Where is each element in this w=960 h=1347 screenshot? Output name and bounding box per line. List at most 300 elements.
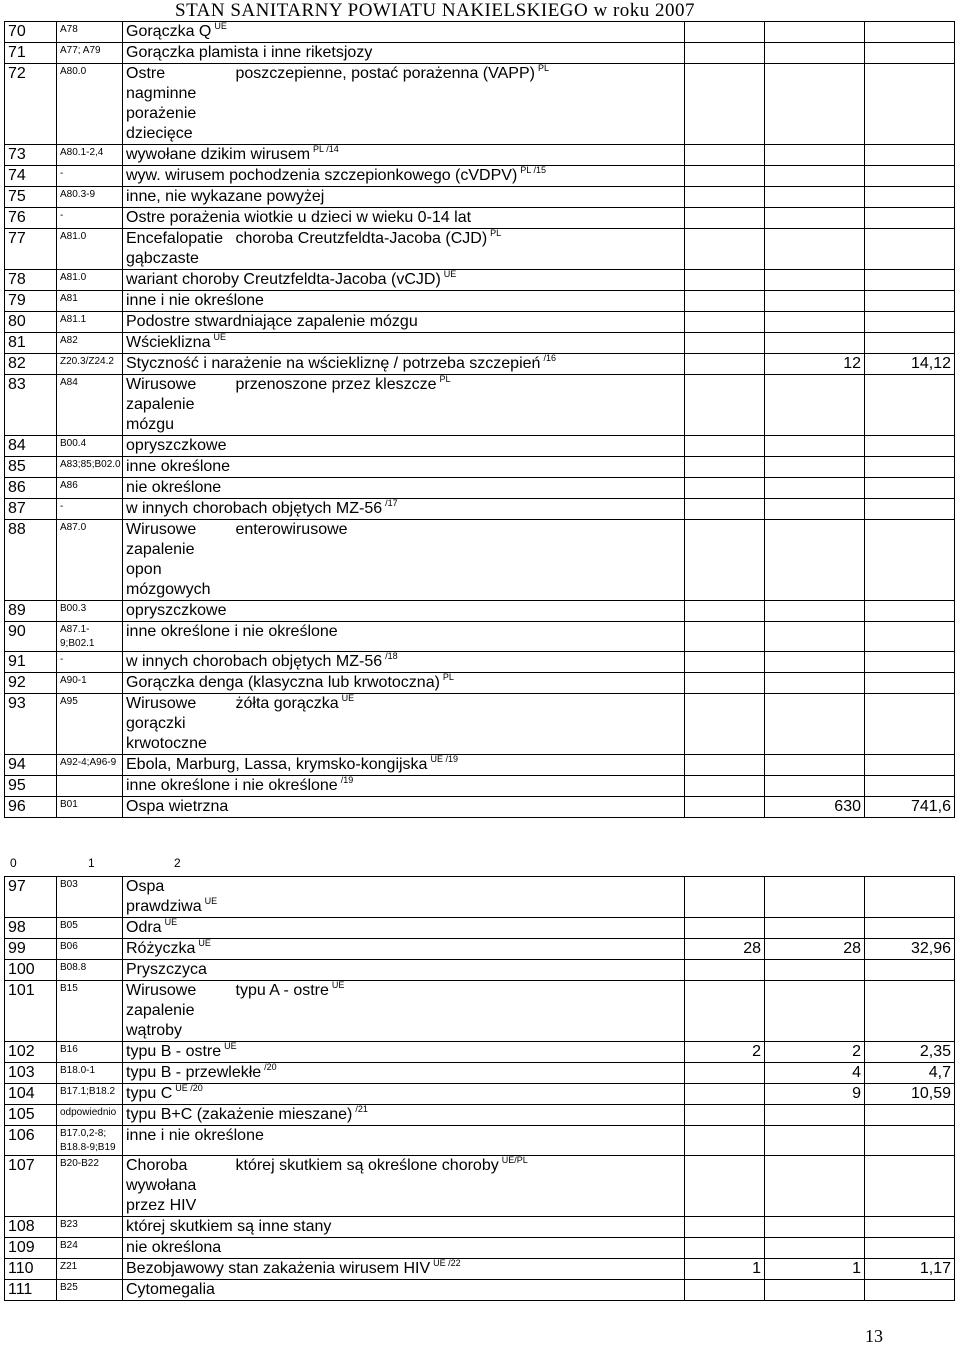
value-col-2: 2,35: [865, 1042, 955, 1063]
value-col-0: [685, 673, 765, 694]
table-row: [5, 1105, 955, 1126]
value-col-0: [685, 755, 765, 776]
icd-code: B03: [57, 877, 123, 918]
row-number: 111: [5, 1280, 57, 1301]
disease-description: [233, 1156, 685, 1217]
column-number: 1: [88, 856, 95, 870]
icd-code: A78: [57, 22, 123, 43]
icd-code: A82: [57, 333, 123, 354]
disease-description: [233, 877, 685, 918]
table-row: [5, 22, 955, 43]
value-col-2: [865, 478, 955, 499]
category-text: Wirusowe zapalenie mózgu: [126, 376, 197, 433]
value-col-2: [865, 960, 955, 981]
value-col-1: [765, 375, 865, 436]
table-row: [5, 694, 955, 755]
disease-description: [233, 64, 685, 145]
table-row: [5, 457, 955, 478]
table-row: [5, 797, 955, 818]
table-row: [5, 652, 955, 673]
disease-description: [123, 1217, 685, 1238]
cell-text: inne określone i nie określone: [126, 777, 338, 794]
footnote-mark: UE: [341, 693, 355, 703]
category-cell: [123, 64, 233, 145]
value-col-1: 1: [765, 1259, 865, 1280]
value-col-1: [765, 776, 865, 797]
cell-text: Podostre stwardniające zapalenie mózgu: [126, 313, 418, 330]
value-col-0: [685, 229, 765, 270]
value-col-1: [765, 1280, 865, 1301]
value-col-0: [685, 652, 765, 673]
icd-code: B18.0-1: [57, 1063, 123, 1084]
value-col-2: [865, 166, 955, 187]
cell-text: typu B - przewlekłe: [126, 1064, 262, 1081]
icd-code: -: [57, 652, 123, 673]
value-col-0: [685, 166, 765, 187]
table-row: [5, 939, 955, 960]
footnote-mark: PL: [490, 228, 502, 238]
icd-code: B17.0,2-8; B18.8-9;B19: [57, 1126, 123, 1156]
cell-text: w innych chorobach objętych MZ-56: [126, 653, 383, 670]
cell-text: enterowirusowe: [235, 521, 348, 538]
disease-description: [123, 478, 685, 499]
table-row: [5, 877, 955, 918]
footnote-mark: UE: [164, 917, 178, 927]
disease-description: [123, 208, 685, 229]
icd-code: A90-1: [57, 673, 123, 694]
icd-code: B24: [57, 1238, 123, 1259]
row-number: 108: [5, 1217, 57, 1238]
icd-code: B00.4: [57, 436, 123, 457]
value-col-0: [685, 43, 765, 64]
row-number: 97: [5, 877, 57, 918]
value-col-1: 2: [765, 1042, 865, 1063]
icd-code: Z20.3/Z24.2: [57, 354, 123, 375]
row-number: 107: [5, 1156, 57, 1217]
cell-text: Ospa wietrzna: [126, 798, 229, 815]
value-col-1: [765, 981, 865, 1042]
table-row: [5, 291, 955, 312]
row-number: 73: [5, 145, 57, 166]
disease-description: [123, 755, 685, 776]
table-row: [5, 1156, 955, 1217]
row-number: 90: [5, 622, 57, 652]
table-row: [5, 312, 955, 333]
icd-code: A80.3-9: [57, 187, 123, 208]
value-col-0: 1: [685, 1259, 765, 1280]
disease-description: [123, 43, 685, 64]
row-number: 81: [5, 333, 57, 354]
footnote-mark: PL /14: [313, 144, 339, 154]
icd-code: A81.0: [57, 229, 123, 270]
value-col-2: [865, 22, 955, 43]
row-number: 83: [5, 375, 57, 436]
icd-code: A92-4;A96-9: [57, 755, 123, 776]
value-col-1: [765, 229, 865, 270]
footnote-mark: UE: [198, 938, 211, 948]
value-col-2: [865, 520, 955, 601]
cell-text: typu A - ostre: [235, 982, 329, 999]
disease-description: [123, 673, 685, 694]
value-col-2: [865, 877, 955, 918]
row-number: 79: [5, 291, 57, 312]
table-row: [5, 1238, 955, 1259]
cell-text: nie określone: [126, 479, 222, 496]
disease-description: [123, 1063, 685, 1084]
icd-code: A77; A79: [57, 43, 123, 64]
value-col-1: [765, 270, 865, 291]
icd-code: odpowiednio: [57, 1105, 123, 1126]
icd-code: [57, 776, 123, 797]
value-col-2: [865, 1280, 955, 1301]
cell-text: Gorączka Q: [126, 23, 212, 40]
table-row: [5, 673, 955, 694]
disease-description: [123, 187, 685, 208]
row-number: 102: [5, 1042, 57, 1063]
table-row: [5, 918, 955, 939]
disease-description: [123, 939, 685, 960]
value-col-2: [865, 145, 955, 166]
cell-text: której skutkiem są określone choroby: [235, 1157, 499, 1174]
value-col-0: [685, 145, 765, 166]
value-col-1: [765, 436, 865, 457]
table-row: [5, 1063, 955, 1084]
icd-code: Z21: [57, 1259, 123, 1280]
disease-description: [123, 1105, 685, 1126]
cell-text: Pryszczyca: [126, 961, 207, 978]
value-col-2: [865, 312, 955, 333]
row-number: 94: [5, 755, 57, 776]
category-text: Encefalopatie gąbczaste: [126, 230, 223, 267]
table-row: [5, 1084, 955, 1105]
table-row: [5, 981, 955, 1042]
value-col-1: [765, 312, 865, 333]
cell-text: inne, nie wykazane powyżej: [126, 188, 325, 205]
disease-description: [123, 499, 685, 520]
category-text: Choroba wywołana przez HIV: [126, 1157, 197, 1214]
value-col-0: [685, 457, 765, 478]
value-col-0: [685, 436, 765, 457]
disease-description: [233, 375, 685, 436]
disease-description: [233, 981, 685, 1042]
disease-description: [123, 776, 685, 797]
row-number: 92: [5, 673, 57, 694]
row-number: 89: [5, 601, 57, 622]
value-col-1: [765, 64, 865, 145]
table-row: [5, 43, 955, 64]
value-col-0: [685, 622, 765, 652]
disease-description: [123, 1280, 685, 1301]
value-col-2: [865, 1217, 955, 1238]
cell-text: opryszczkowe: [126, 437, 227, 454]
table-row: [5, 64, 955, 145]
disease-description: [233, 694, 685, 755]
value-col-0: [685, 22, 765, 43]
cell-text: inne i nie określone: [126, 1127, 264, 1144]
value-col-1: [765, 601, 865, 622]
value-col-2: [865, 1238, 955, 1259]
row-number: 71: [5, 43, 57, 64]
value-col-0: [685, 478, 765, 499]
value-col-1: [765, 694, 865, 755]
cell-text: której skutkiem są inne stany: [126, 1218, 332, 1235]
value-col-0: [685, 354, 765, 375]
category-text: Wirusowe gorączki krwotoczne: [126, 695, 207, 752]
category-cell: [123, 877, 233, 918]
disease-description: [123, 1042, 685, 1063]
value-col-0: [685, 520, 765, 601]
disease-description: [123, 601, 685, 622]
icd-code: B20-B22: [57, 1156, 123, 1217]
value-col-2: [865, 291, 955, 312]
column-number: 2: [174, 856, 181, 870]
footnote-mark: /18: [385, 651, 398, 661]
icd-code: A81.0: [57, 270, 123, 291]
disease-description: [123, 270, 685, 291]
footnote-mark: UE: [213, 332, 226, 342]
value-col-2: 10,59: [865, 1084, 955, 1105]
row-number: 80: [5, 312, 57, 333]
value-col-2: [865, 1156, 955, 1217]
cell-text: Bezobjawowy stan zakażenia wirusem HIV: [126, 1260, 431, 1277]
disease-description: [123, 291, 685, 312]
table-row: [5, 1280, 955, 1301]
footnote-mark: PL: [439, 374, 451, 384]
value-col-2: [865, 673, 955, 694]
table-row: [5, 375, 955, 436]
disease-description: [123, 1259, 685, 1280]
cell-text: choroba Creutzfeldta-Jacoba (CJD): [235, 230, 488, 247]
value-col-2: [865, 981, 955, 1042]
value-col-0: 2: [685, 1042, 765, 1063]
value-col-1: 9: [765, 1084, 865, 1105]
footnote-mark: /20: [264, 1062, 277, 1072]
value-col-1: [765, 43, 865, 64]
value-col-2: [865, 457, 955, 478]
value-col-2: 1,17: [865, 1259, 955, 1280]
cell-text: inne określone i nie określone: [126, 623, 338, 640]
cell-text: żółta gorączka: [235, 695, 339, 712]
icd-code: A80.1-2,4: [57, 145, 123, 166]
cell-text: nie określona: [126, 1239, 222, 1256]
table-row: [5, 145, 955, 166]
category-cell: [123, 981, 233, 1042]
value-col-1: [765, 622, 865, 652]
value-col-2: [865, 229, 955, 270]
value-col-1: [765, 166, 865, 187]
value-col-2: [865, 64, 955, 145]
icd-code: -: [57, 208, 123, 229]
value-col-2: [865, 270, 955, 291]
table-row: [5, 270, 955, 291]
cell-text: Cytomegalia: [126, 1281, 215, 1298]
value-col-1: [765, 145, 865, 166]
disease-description: [123, 797, 685, 818]
row-number: 104: [5, 1084, 57, 1105]
value-col-2: 741,6: [865, 797, 955, 818]
table-row: [5, 1042, 955, 1063]
value-col-2: [865, 622, 955, 652]
footnote-mark: UE /19: [430, 754, 458, 764]
disease-description: [123, 145, 685, 166]
cell-text: Ebola, Marburg, Lassa, krymsko-kongijska: [126, 756, 428, 773]
value-col-1: [765, 1105, 865, 1126]
value-col-0: [685, 1084, 765, 1105]
value-col-2: [865, 755, 955, 776]
row-number: 70: [5, 22, 57, 43]
row-number: 110: [5, 1259, 57, 1280]
table-row: [5, 622, 955, 652]
icd-code: B05: [57, 918, 123, 939]
icd-code: A80.0: [57, 64, 123, 145]
disease-description: [123, 354, 685, 375]
icd-code: B06: [57, 939, 123, 960]
cell-text: wywołane dzikim wirusem: [126, 146, 311, 163]
cell-text: wariant choroby Creutzfeldta-Jacoba (vCJD): [126, 271, 441, 288]
icd-code: -: [57, 499, 123, 520]
row-number: 93: [5, 694, 57, 755]
category-text: Wirusowe zapalenie wątroby: [126, 982, 197, 1039]
table-row: [5, 960, 955, 981]
value-col-0: [685, 877, 765, 918]
disease-table-2: [4, 876, 955, 1301]
value-col-1: 630: [765, 797, 865, 818]
value-col-2: 14,12: [865, 354, 955, 375]
value-col-1: [765, 291, 865, 312]
icd-code: B15: [57, 981, 123, 1042]
value-col-1: [765, 960, 865, 981]
icd-code: A84: [57, 375, 123, 436]
table-row: [5, 229, 955, 270]
cell-text: poszczepienne, postać porażenna (VAPP): [235, 65, 535, 82]
disease-description: [123, 166, 685, 187]
value-col-2: [865, 43, 955, 64]
category-cell: [123, 229, 233, 270]
row-number: 77: [5, 229, 57, 270]
value-col-1: [765, 520, 865, 601]
value-col-1: [765, 187, 865, 208]
footnote-mark: UE: [224, 1041, 237, 1051]
value-col-1: [765, 22, 865, 43]
cell-text: typu B+C (zakażenie mieszane): [126, 1106, 353, 1123]
value-col-0: [685, 291, 765, 312]
value-col-2: [865, 499, 955, 520]
row-number: 98: [5, 918, 57, 939]
disease-description: [123, 22, 685, 43]
row-number: 109: [5, 1238, 57, 1259]
disease-description: [123, 1084, 685, 1105]
icd-code: A95: [57, 694, 123, 755]
row-number: 82: [5, 354, 57, 375]
footnote-mark: /19: [340, 775, 354, 785]
footnote-mark: /17: [385, 498, 398, 508]
value-col-1: [765, 478, 865, 499]
value-col-0: [685, 1217, 765, 1238]
table-row: [5, 478, 955, 499]
icd-code: B25: [57, 1280, 123, 1301]
disease-description: [123, 1238, 685, 1259]
page-header: STAN SANITARNY POWIATU NAKIELSKIEGO w roku 2007: [175, 0, 696, 21]
value-col-2: [865, 333, 955, 354]
row-number: 106: [5, 1126, 57, 1156]
table-row: [5, 755, 955, 776]
row-number: 100: [5, 960, 57, 981]
disease-description: [123, 436, 685, 457]
value-col-0: [685, 270, 765, 291]
value-col-2: [865, 375, 955, 436]
footnote-mark: /16: [543, 353, 556, 363]
disease-description: [123, 333, 685, 354]
value-col-0: [685, 797, 765, 818]
row-number: 91: [5, 652, 57, 673]
disease-table-1: [4, 21, 955, 818]
row-number: 72: [5, 64, 57, 145]
value-col-0: [685, 960, 765, 981]
category-text: Wirusowe zapalenie opon mózgowych: [126, 521, 211, 598]
footnote-mark: PL /15: [520, 165, 546, 175]
cell-text: typu C: [126, 1085, 173, 1102]
footnote-mark: UE: [214, 21, 227, 31]
disease-description: [123, 312, 685, 333]
row-number: 84: [5, 436, 57, 457]
row-number: 101: [5, 981, 57, 1042]
value-col-1: 4: [765, 1063, 865, 1084]
value-col-1: [765, 673, 865, 694]
value-col-0: [685, 208, 765, 229]
category-cell: [123, 1156, 233, 1217]
table-row: [5, 354, 955, 375]
disease-description: [123, 918, 685, 939]
column-number: 0: [10, 856, 17, 870]
value-col-2: 4,7: [865, 1063, 955, 1084]
value-col-1: 12: [765, 354, 865, 375]
page-number: 13: [865, 1326, 883, 1346]
cell-text: Gorączka denga (klasyczna lub krwotoczna): [126, 674, 440, 691]
value-col-2: [865, 652, 955, 673]
category-cell: [123, 694, 233, 755]
value-col-1: [765, 652, 865, 673]
value-col-0: [685, 1156, 765, 1217]
icd-code: B16: [57, 1042, 123, 1063]
category-text: Ospa prawdziwa: [126, 878, 202, 915]
row-number: 85: [5, 457, 57, 478]
table-row: [5, 436, 955, 457]
row-number: 86: [5, 478, 57, 499]
footnote-mark: UE /22: [433, 1258, 461, 1268]
cell-text: Styczność i narażenie na wściekliznę / potrzeba szczepień: [126, 355, 541, 372]
cell-text: inne określone: [126, 458, 231, 475]
value-col-0: [685, 981, 765, 1042]
value-col-1: [765, 755, 865, 776]
disease-description: [123, 652, 685, 673]
value-col-2: [865, 601, 955, 622]
value-col-0: 28: [685, 939, 765, 960]
value-col-2: [865, 918, 955, 939]
footnote-mark: PL: [442, 672, 454, 682]
cell-text: Wścieklizna: [126, 334, 211, 351]
value-col-1: [765, 499, 865, 520]
footnote-mark: UE: [204, 896, 218, 906]
value-col-1: [765, 333, 865, 354]
value-col-1: [765, 1238, 865, 1259]
value-col-1: [765, 1217, 865, 1238]
table-row: [5, 1259, 955, 1280]
row-number: 78: [5, 270, 57, 291]
icd-code: A86: [57, 478, 123, 499]
table-row: [5, 166, 955, 187]
value-col-2: [865, 187, 955, 208]
icd-code: B17.1;B18.2: [57, 1084, 123, 1105]
